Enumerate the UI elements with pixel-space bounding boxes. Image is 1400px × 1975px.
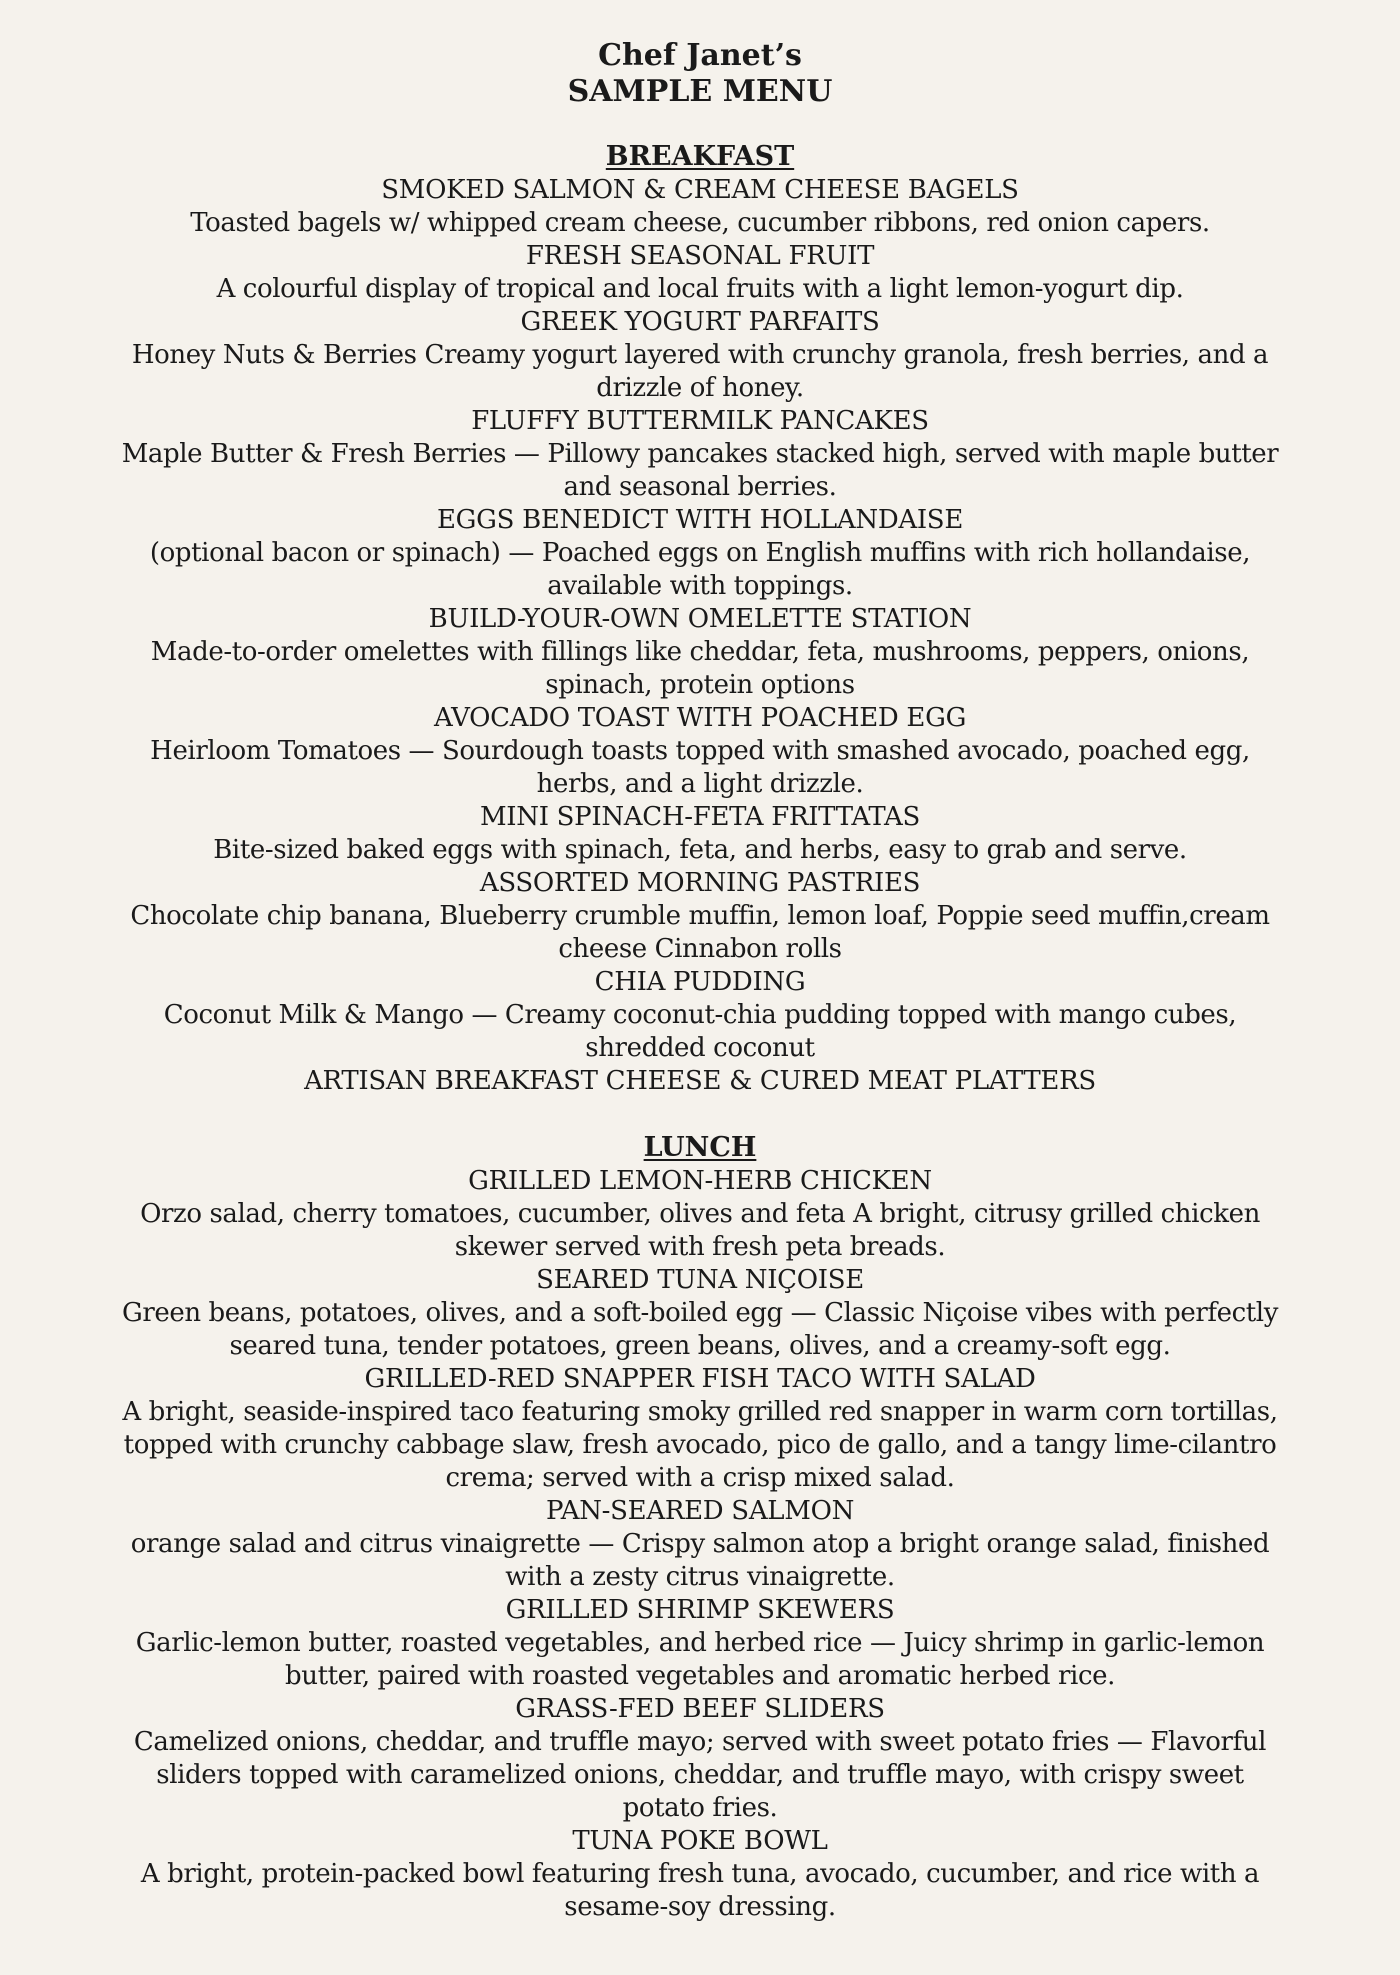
item-description: (optional bacon or spinach) — Poached eggs on English muffins with rich hollandaise, available with toppings. bbox=[149, 538, 1251, 601]
menu-item bbox=[80, 1594, 1320, 1693]
item-name: ARTISAN BREAKFAST CHEESE & CURED MEAT PLATTERS bbox=[304, 1066, 1096, 1096]
section-heading: BREAKFAST bbox=[605, 141, 795, 172]
item-name: SEARED TUNA NIÇOISE bbox=[536, 1265, 864, 1295]
item-description: Made-to-order omelettes with fillings like cheddar, feta, mushrooms, peppers, onions, spinach, protein options bbox=[150, 637, 1250, 700]
menu-header bbox=[0, 38, 1400, 110]
item-name: GRASS-FED BEEF SLIDERS bbox=[515, 1694, 885, 1724]
item-name: BUILD-YOUR-OWN OMELETTE STATION bbox=[428, 604, 972, 634]
menu-title: SAMPLE MENU bbox=[567, 74, 833, 109]
item-name: CHIA PUDDING bbox=[594, 967, 806, 997]
menu-item bbox=[80, 1065, 1320, 1098]
item-name: GRILLED-RED SNAPPER FISH TACO WITH SALAD bbox=[364, 1364, 1036, 1394]
item-name: GREEK YOGURT PARFAITS bbox=[520, 307, 880, 337]
chef-name: Chef Janet’s bbox=[598, 38, 802, 73]
menu-item bbox=[80, 801, 1320, 867]
menu-item bbox=[80, 1165, 1320, 1264]
item-name: TUNA POKE BOWL bbox=[572, 1826, 828, 1856]
item-name: GRILLED SHRIMP SKEWERS bbox=[505, 1595, 895, 1625]
menu-item bbox=[80, 504, 1320, 603]
item-description: Orzo salad, cherry tomatoes, cucumber, olives and feta A bright, citrusy grilled chicken skewer served with fresh peta breads. bbox=[140, 1199, 1260, 1262]
item-description: Green beans, potatoes, olives, and a soft-boiled egg — Classic Niçoise vibes with perfectly seared tuna, tender potatoes, green beans, olives, and a creamy-soft egg. bbox=[121, 1298, 1279, 1361]
item-name: GRILLED LEMON-HERB CHICKEN bbox=[468, 1166, 932, 1196]
item-name: AVOCADO TOAST WITH POACHED EGG bbox=[433, 703, 967, 733]
item-description: A bright, seaside-inspired taco featuring smoky grilled red snapper in warm corn tortillas, topped with crunchy cabbage slaw, fresh avocado, pico de gallo, and a tangy lime-cilantro crema; served with a crisp mixed salad. bbox=[122, 1397, 1278, 1493]
item-description: orange salad and citrus vinaigrette — Crispy salmon atop a bright orange salad, finished with a zesty citrus vinaigrette. bbox=[130, 1529, 1270, 1592]
item-name: SMOKED SALMON & CREAM CHEESE BAGELS bbox=[381, 175, 1019, 205]
item-name: MINI SPINACH-FETA FRITTATAS bbox=[479, 802, 920, 832]
item-description: Bite-sized baked eggs with spinach, feta, and herbs, easy to grab and serve. bbox=[213, 835, 1187, 865]
menu-item bbox=[80, 1825, 1320, 1924]
menu-item bbox=[80, 1693, 1320, 1825]
menu-item bbox=[80, 603, 1320, 702]
menu-item bbox=[80, 1264, 1320, 1363]
item-name: EGGS BENEDICT WITH HOLLANDAISE bbox=[436, 505, 964, 535]
item-name: ASSORTED MORNING PASTRIES bbox=[479, 868, 921, 898]
item-description: Honey Nuts & Berries Creamy yogurt layered with crunchy granola, fresh berries, and a drizzle of honey. bbox=[131, 340, 1269, 403]
item-description: Heirloom Tomatoes — Sourdough toasts topped with smashed avocado, poached egg, herbs, and a light drizzle. bbox=[150, 736, 1250, 799]
item-name: PAN-SEARED SALMON bbox=[545, 1496, 855, 1526]
menu-item bbox=[80, 867, 1320, 966]
menu-item bbox=[80, 174, 1320, 240]
lunch-section bbox=[0, 1131, 1400, 1924]
item-description: Toasted bagels w/ whipped cream cheese, cucumber ribbons, red onion capers. bbox=[190, 208, 1210, 238]
item-name: FRESH SEASONAL FRUIT bbox=[525, 241, 875, 271]
menu-item bbox=[80, 1495, 1320, 1594]
item-description: A bright, protein-packed bowl featuring fresh tuna, avocado, cucumber, and rice with a sesame-soy dressing. bbox=[140, 1859, 1260, 1922]
menu-item bbox=[80, 966, 1320, 1065]
item-description: Camelized onions, cheddar, and truffle mayo; served with sweet potato fries — Flavorful sliders topped with caramelized onions, cheddar, and truffle mayo, with crispy sweet potato fries. bbox=[133, 1727, 1267, 1823]
menu-item bbox=[80, 1363, 1320, 1495]
breakfast-section bbox=[0, 140, 1400, 1098]
menu-item bbox=[80, 405, 1320, 504]
menu-item bbox=[80, 702, 1320, 801]
menu-item bbox=[80, 306, 1320, 405]
item-name: FLUFFY BUTTERMILK PANCAKES bbox=[471, 406, 929, 436]
menu-item bbox=[80, 240, 1320, 306]
section-heading: LUNCH bbox=[643, 1132, 757, 1163]
item-description: Chocolate chip banana, Blueberry crumble muffin, lemon loaf, Poppie seed muffin,cream cheese Cinnabon rolls bbox=[130, 901, 1270, 964]
item-description: Maple Butter & Fresh Berries — Pillowy pancakes stacked high, served with maple butter and seasonal berries. bbox=[121, 439, 1279, 502]
item-description: Coconut Milk & Mango — Creamy coconut-chia pudding topped with mango cubes, shredded coconut bbox=[163, 1000, 1237, 1063]
item-description: Garlic-lemon butter, roasted vegetables, and herbed rice — Juicy shrimp in garlic-lemon butter, paired with roasted vegetables and aromatic herbed rice. bbox=[135, 1628, 1265, 1691]
item-description: A colourful display of tropical and local fruits with a light lemon-yogurt dip. bbox=[216, 274, 1184, 304]
